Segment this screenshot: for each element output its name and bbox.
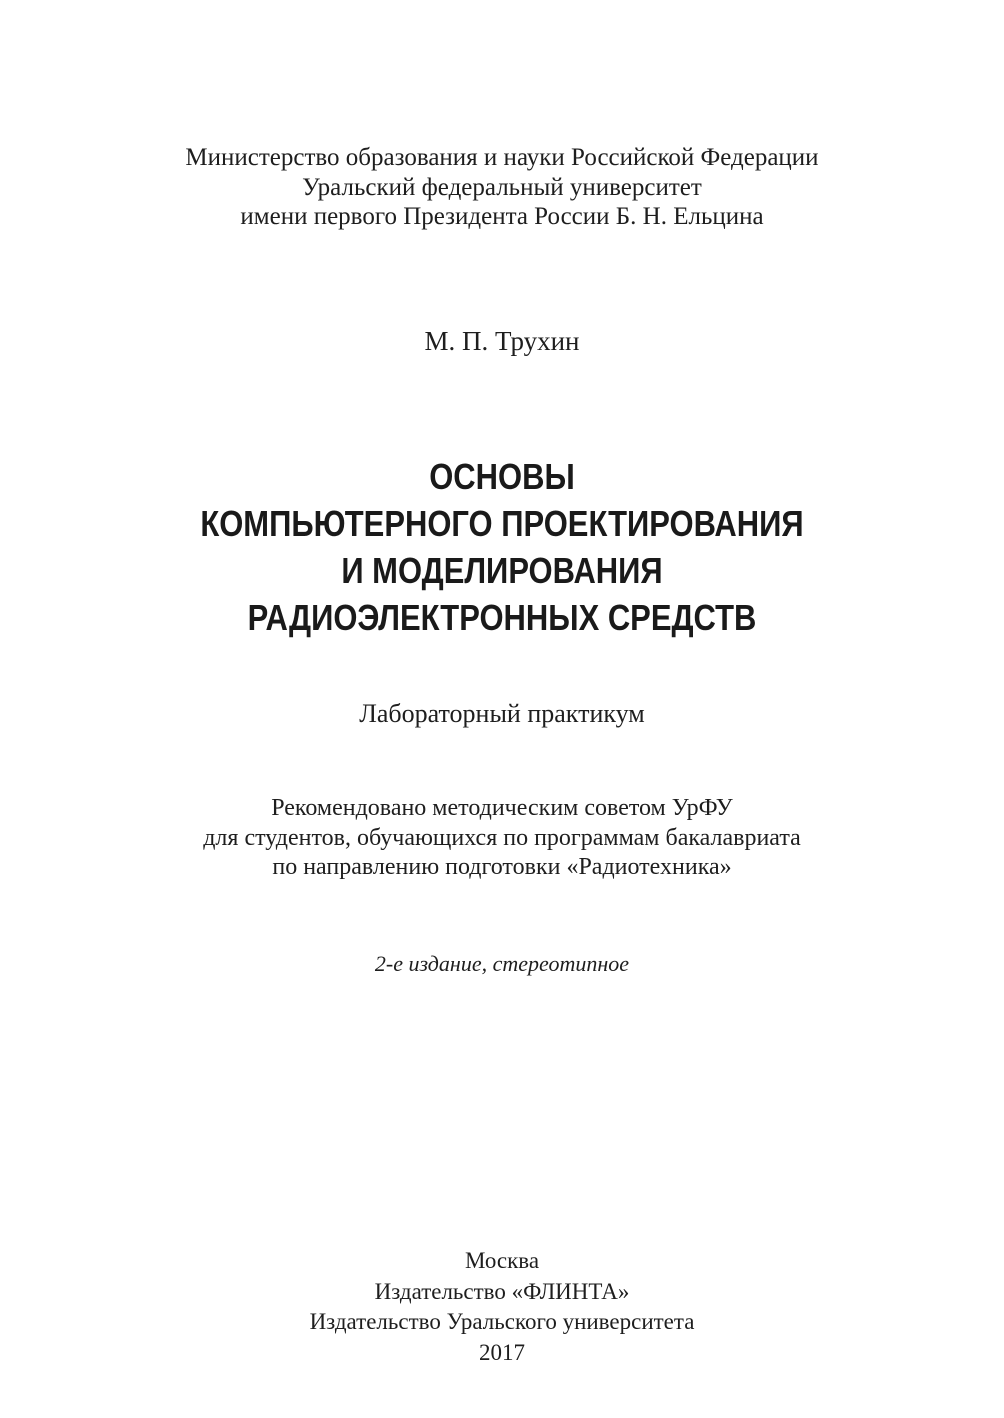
title-line-1: ОСНОВЫ [429,456,575,497]
recommendation-line-1: Рекомендовано методическим советом УрФУ [271,795,733,821]
author-name: М. П. Трухин [424,326,580,356]
edition-text: 2-е издание, стереотипное [374,951,630,976]
imprint-block [0,1246,1004,1368]
imprint-publisher-2: Издательство Уральского университета [309,1309,695,1334]
institution-block [0,143,1004,232]
subtitle-text: Лабораторный практикум [359,699,645,728]
book-subtitle [0,698,1004,730]
university-name-line: имени первого Президента России Б. Н. Ельцина [240,203,764,230]
edition-note [0,950,1004,978]
recommendation-line-2: для студентов, обучающихся по программам бакалавриата [203,824,801,851]
imprint-publisher-1: Издательство «ФЛИНТА» [374,1278,630,1304]
imprint-year: 2017 [479,1339,525,1365]
ministry-line: Министерство образования и науки Российской Федерации [185,144,819,171]
book-title [0,453,1004,641]
author [0,325,1004,357]
title-line-2: КОМПЬЮТЕРНОГО ПРОЕКТИРОВАНИЯ [200,503,804,544]
title-line-4: РАДИОЭЛЕКТРОННЫХ СРЕДСТВ [247,597,757,638]
recommendation-block [0,794,1004,883]
imprint-city: Москва [464,1248,540,1273]
title-line-3: И МОДЕЛИРОВАНИЯ [341,550,663,591]
university-line: Уральский федеральный университет [302,173,702,201]
recommendation-line-3: по направлению подготовки «Радиотехника» [272,854,732,880]
